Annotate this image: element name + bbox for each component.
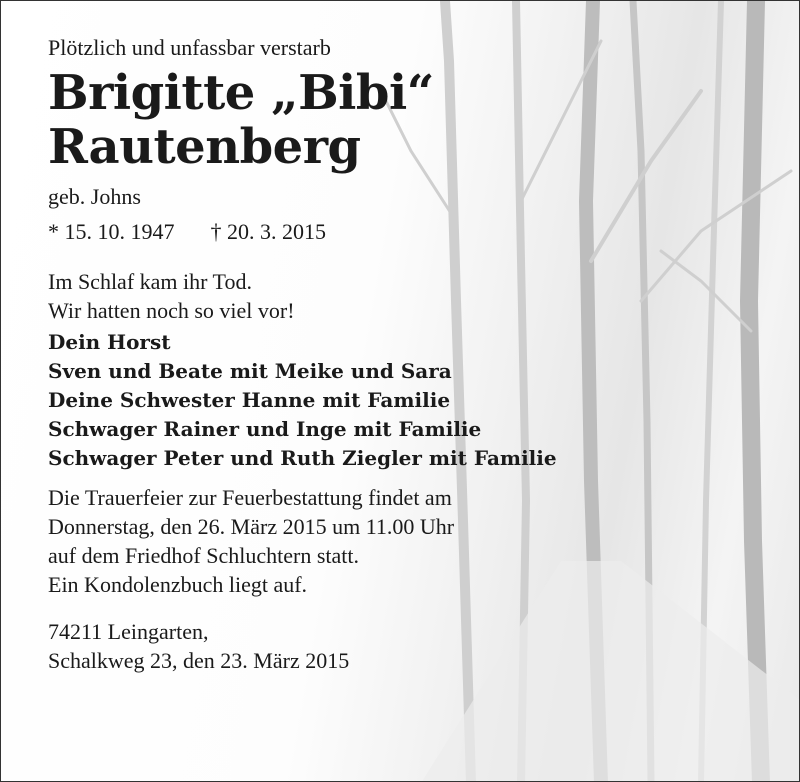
intro-text: Plötzlich und unfassbar verstarb <box>48 35 331 60</box>
mourner: Dein Horst <box>48 330 171 354</box>
verse-line: Wir hatten noch so viel vor! <box>48 298 295 323</box>
funeral-line: Ein Kondolenzbuch liegt auf. <box>48 572 308 597</box>
mourners-list <box>48 328 748 473</box>
mourner: Schwager Peter und Ruth Ziegler mit Familie <box>48 446 557 470</box>
funeral-line: Donnerstag, den 26. März 2015 um 11.00 Uhr <box>48 514 455 539</box>
life-dates <box>48 219 748 244</box>
funeral-line: Die Trauerfeier zur Feuerbestattung findet am <box>48 485 452 510</box>
funeral-info <box>48 483 748 599</box>
mourner: Deine Schwester Hanne mit Familie <box>48 388 451 412</box>
death-date: † 20. 3. 2015 <box>210 219 326 244</box>
mourner: Schwager Rainer und Inge mit Familie <box>48 417 482 441</box>
deceased-name-last: Rautenberg <box>48 119 361 175</box>
birth-name: geb. Johns <box>48 184 141 209</box>
address-block <box>48 617 748 675</box>
address-line: Schalkweg 23, den 23. März 2015 <box>48 648 350 673</box>
address-line: 74211 Leingarten, <box>48 619 209 644</box>
funeral-line: auf dem Friedhof Schluchtern statt. <box>48 543 359 568</box>
verse <box>48 267 748 325</box>
deceased-name-first: Brigitte „Bibi“ <box>48 65 434 121</box>
notice-content <box>48 31 748 675</box>
mourner: Sven und Beate mit Meike und Sara <box>48 359 452 383</box>
birth-date: * 15. 10. 1947 <box>48 219 175 244</box>
verse-line: Im Schlaf kam ihr Tod. <box>48 269 252 294</box>
